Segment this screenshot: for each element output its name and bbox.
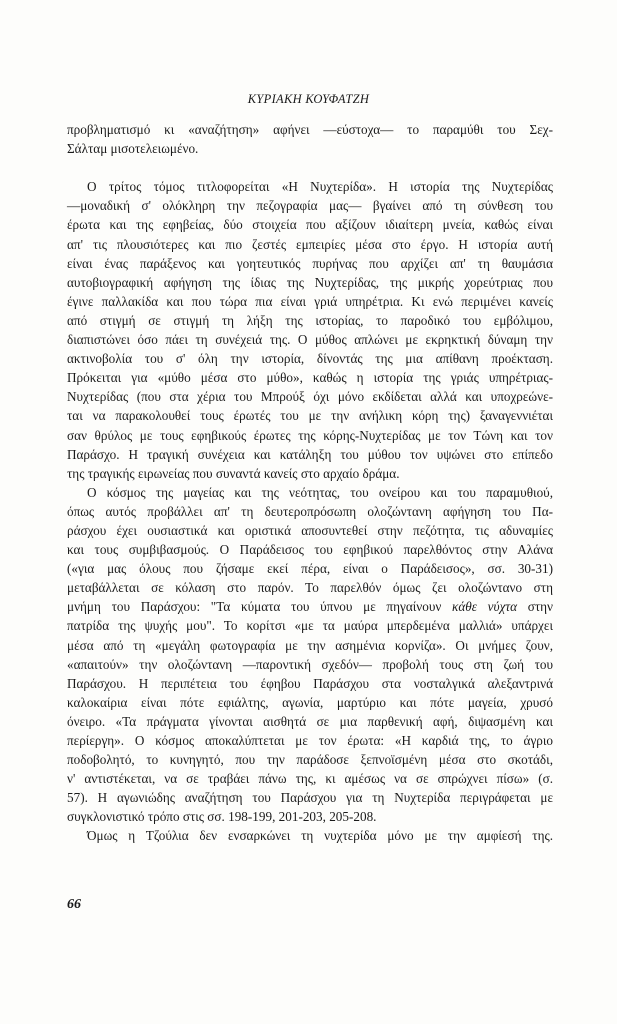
text-line: («για μας όλους που ζήσαμε εκεί πέρα, είναι ο Παράδεισος», σσ. 30-31) (67, 561, 553, 577)
text-line: Ο κόσμος της μαγείας και της νεότητας, του ονείρου και του παραμυθιού, (87, 484, 553, 500)
text-line: συγκλονιστικό τρόπο στις σσ. 198-199, 201-203, 205-208. (67, 809, 377, 825)
text-line: Πρόκειται για «μύθο μέσα στο μύθο», καθώς η ιστορία της γριάς υπηρέτριας- (67, 370, 553, 386)
text-line: Όμως η Τζούλια δεν ενσαρκώνει τη νυχτερίδα μόνο με την αμφίεσή της. (87, 828, 553, 844)
text-line: μέσα από τη «μεγάλη φωτογραφία με την ασημένια κορνίζα». Οι μνήμες ζουν, (67, 637, 553, 653)
text-line: Νυχτερίδας (που στα χέρια του Μπρούξ όχι μόνο εκδίδεται αλλά και υποχρεώνε- (67, 389, 553, 405)
text-line: Παράσχο. Η τραγική συνέχεια και κατάληξη του μύθου τον υψώνει στο επίπεδο (67, 446, 553, 462)
page-number: 66 (67, 897, 81, 912)
text-line: όνειρο. «Τα πράγματα γίνονται αισθητά σε μια παρθενική αφή, διψασμένη και (67, 713, 553, 729)
text-line: πατρίδα της ψυχής μου". Το κορίτσι «με τα μαύρα μπερδεμένα μαλλιά» υπάρχει (67, 618, 553, 634)
text-line-with-italic (67, 597, 553, 616)
text-line: προβληματισμό κι «αναζήτηση» αφήνει —εύστοχα— το παραμύθι του Σεχ- (67, 122, 553, 137)
text-segment: μνήμη του Παράσχου: "Τα κύματα του ύπνου με πηγαίνουν (67, 599, 442, 615)
text-line: ποδοβολητό, το κυνηγητό, που την παράδοσε ξεπνοϊσμένη μέσα στο σκοτάδι, (67, 752, 553, 768)
text-segment: στην (527, 599, 553, 615)
text-line: από στιγμή σε στιγμή τη λήξη της ιστορίας, το παροδικό του εμβόλιμου, (67, 312, 553, 328)
text-line: έρωτα και της εφηβείας, δύο στοιχεία που αξίζουν ιδιαίτερη μνεία, καθώς είναι (67, 217, 553, 233)
text-line: Παράσχου. Η περιπέτεια του έφηβου Παράσχου στα νοσταλγικά αλεξαντρινά (67, 675, 553, 691)
text-line: έγινε παλλακίδα και που τώρα πια είναι γριά υπηρέτρια. Κι ενώ περιμένει κανείς (67, 293, 553, 309)
text-line: απ' τις πλουσιότερες και πιο ζεστές εμπειρίες μέσα στο έργο. Η ιστορία αυτή (67, 236, 553, 252)
text-line: καλοκαίρια είναι πότε εφιάλτης, αγωνία, μαρτύριο και πότε μαγεία, χρυσό (67, 694, 553, 710)
text-line: όπως αυτός προβάλλει απ' τη δευτεροπρόσωπη ολοζώντανη αφήγηση του Πα- (67, 503, 553, 519)
text-line: αυτοβιογραφική αφήγηση της ίδιας της Νυχτερίδας, της μικρής χορεύτριας που (67, 274, 553, 290)
text-line: της τραγικής ειρωνείας που συναντά κανείς στο αρχαίο δράμα. (67, 465, 400, 481)
text-line: περίεργη». Ο κόσμος αποκαλύπτεται με τον έρωτα: «Η καρδιά της, το άγριο (67, 733, 553, 748)
text-line: είναι ένας παράξενος και γοητευτικός πυρήνας που αρχίζει απ' τη θαυμάσια (67, 255, 553, 271)
text-line: —μοναδική σ' ολόκληρη την πεζογραφία μας— βγαίνει από τη σύνθεση του (67, 198, 553, 214)
text-line: 57). Η αγωνιώδης αναζήτηση του Παράσχου για τη Νυχτερίδα περιγράφεται με (67, 790, 553, 806)
text-line: ακτινοβολία του σ' όλη την ιστορία, δίνοντάς της μια απίθανη προέκταση. (67, 351, 553, 367)
text-line: ν' αντιστέκεται, να σε τραβάει πάνω της, κι αμέσως να σε σπρώχνει πίσω» (σ. (67, 771, 553, 787)
text-line: ται να παρακολουθεί τους έρωτές του με την ανήλικη κόρη της) ξαναγεννιέται (67, 408, 553, 424)
text-line: σαν θρύλος με τους εφηβικούς έρωτες της κόρης-Νυχτερίδας με τον Τώνη και τον (67, 427, 553, 443)
text-line: «απαιτούν» την ολοζώντανη —παροντική σχεδόν— προβολή τους στη ζωή του (67, 656, 553, 672)
text-line: ράσχου έχει ουσιαστικά και οριστικά αποσυντεθεί στην πεζότητα, τις αδυναμίες (67, 522, 553, 538)
running-head: ΚΥΡΙΑΚΗ ΚΟΥΦΑΤΖΗ (247, 92, 370, 106)
body-text (67, 120, 553, 846)
italic-phrase: κάθε νύχτα (452, 599, 518, 615)
text-line: και τους συμβιβασμούς. Ο Παράδεισος του εφηβικού παρελθόντος στην Αλάνα (67, 542, 553, 558)
text-line: μεταβάλλεται σε κόλαση στο παρόν. Το παρελθόν όμως ζει ολοζώντανο στη (67, 580, 553, 596)
text-line: Σάλταμ μισοτελειωμένο. (67, 141, 199, 157)
text-line: Ο τρίτος τόμος τιτλοφορείται «Η Νυχτερίδα». Η ιστορία της Νυχτερίδας (87, 179, 553, 195)
text-line: διαπιστώνει όσο πάει τη συνέχειά της. Ο μύθος απλώνει με εκρηκτική δύναμη την (67, 332, 553, 348)
